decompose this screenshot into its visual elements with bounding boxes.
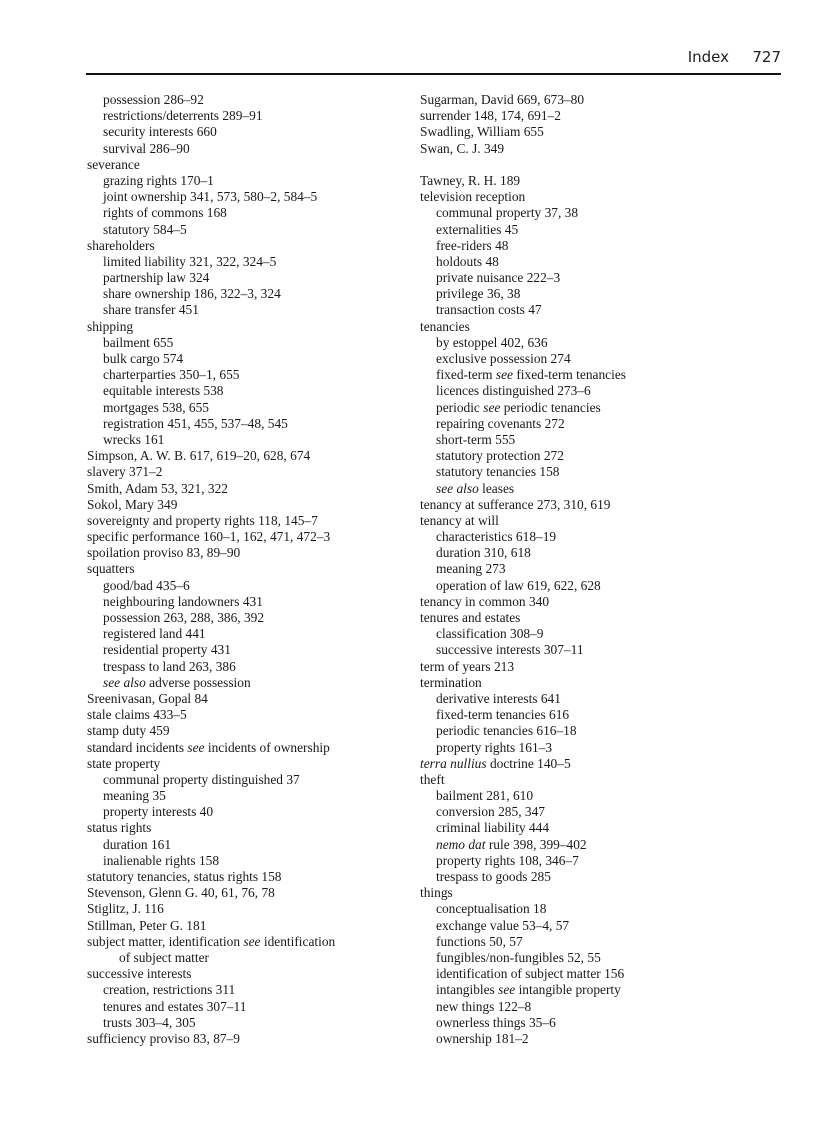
entry-text: of subject matter bbox=[119, 949, 209, 965]
entry-text: short-term 555 bbox=[436, 431, 516, 447]
entry-text: intangibles bbox=[436, 982, 499, 998]
entry-text: good/bad 435–6 bbox=[103, 577, 190, 593]
entry-text: registration 451, 455, 537–48, 545 bbox=[103, 415, 288, 431]
running-header bbox=[86, 48, 781, 68]
entry-text: holdouts 48 bbox=[436, 253, 499, 269]
index-subentry bbox=[87, 173, 407, 189]
entry-text: incidents of ownership bbox=[204, 739, 330, 755]
entry-text: partnership law 324 bbox=[103, 270, 210, 286]
index-subentry bbox=[87, 950, 407, 966]
entry-text: trespass to goods 285 bbox=[436, 869, 551, 884]
entry-text: successive interests bbox=[87, 966, 192, 982]
entry-text: intangible property bbox=[515, 982, 621, 998]
index-subentry bbox=[420, 286, 750, 302]
index-subentry bbox=[87, 788, 407, 804]
index-entry bbox=[87, 740, 407, 756]
index-subentry bbox=[420, 869, 750, 885]
entry-text: things bbox=[420, 885, 453, 901]
index-subentry bbox=[87, 108, 407, 124]
index-subentry bbox=[87, 594, 407, 610]
entry-text: slavery 371–2 bbox=[87, 464, 163, 480]
index-entry bbox=[87, 545, 407, 561]
index-subentry bbox=[420, 707, 750, 723]
index-subentry bbox=[87, 367, 407, 383]
entry-text: operation of law 619, 622, 628 bbox=[436, 577, 601, 593]
index-entry bbox=[420, 594, 750, 610]
entry-text: sufficiency proviso 83, 87–9 bbox=[87, 1030, 240, 1046]
entry-text: tenures and estates bbox=[420, 610, 521, 625]
entry-text: periodic tenancies bbox=[500, 399, 601, 415]
entry-text: charterparties 350–1, 655 bbox=[103, 367, 240, 383]
index-subentry bbox=[420, 642, 750, 658]
index-entry bbox=[87, 497, 407, 513]
index-entry bbox=[87, 756, 407, 772]
index-subentry bbox=[420, 853, 750, 869]
entry-text: successive interests 307–11 bbox=[436, 642, 584, 658]
index-subentry bbox=[420, 561, 750, 577]
index-subentry bbox=[420, 254, 750, 270]
entry-text: rule 398, 399–402 bbox=[485, 836, 587, 852]
entry-text: property rights 161–3 bbox=[436, 739, 553, 755]
entry-text: standard incidents bbox=[87, 739, 188, 755]
index-column-left bbox=[87, 92, 407, 1047]
entry-text: exclusive possession 274 bbox=[436, 351, 571, 366]
index-subentry bbox=[420, 691, 750, 707]
index-subentry bbox=[87, 432, 407, 448]
index-entry bbox=[87, 885, 407, 901]
entry-text: severance bbox=[87, 156, 140, 172]
entry-text: share ownership 186, 322–3, 324 bbox=[103, 286, 281, 302]
index-subentry bbox=[87, 804, 407, 820]
entry-italic: see bbox=[495, 367, 513, 383]
entry-text: communal property 37, 38 bbox=[436, 205, 579, 221]
index-subentry bbox=[87, 189, 407, 205]
index-entry bbox=[87, 1031, 407, 1047]
index-subentry bbox=[87, 642, 407, 658]
index-subentry bbox=[420, 270, 750, 286]
index-entry bbox=[87, 707, 407, 723]
index-subentry bbox=[87, 400, 407, 416]
entry-text: periodic bbox=[436, 399, 484, 415]
page-number: 727 bbox=[752, 48, 781, 66]
entry-text: functions 50, 57 bbox=[436, 933, 523, 949]
entry-text: Swadling, William 655 bbox=[420, 124, 544, 140]
index-subentry bbox=[87, 837, 407, 853]
entry-text: conceptualisation 18 bbox=[436, 901, 547, 917]
index-entry bbox=[87, 513, 407, 529]
entry-text: stamp duty 459 bbox=[87, 723, 170, 739]
index-subentry bbox=[420, 464, 750, 480]
running-title: Index bbox=[687, 48, 729, 66]
entry-text: trespass to land 263, 386 bbox=[103, 658, 236, 674]
entry-text: restrictions/deterrents 289–91 bbox=[103, 108, 263, 124]
entry-text: Stillman, Peter G. 181 bbox=[87, 917, 207, 933]
entry-text: conversion 285, 347 bbox=[436, 804, 545, 820]
entry-text: new things 122–8 bbox=[436, 998, 532, 1014]
index-subentry bbox=[420, 934, 750, 950]
entry-italic: see also bbox=[436, 480, 479, 496]
index-subentry bbox=[420, 626, 750, 642]
entry-text: free-riders 48 bbox=[436, 237, 509, 253]
index-entry bbox=[420, 497, 750, 513]
entry-italic: nemo dat bbox=[436, 836, 486, 852]
index-subentry bbox=[87, 1015, 407, 1031]
entry-text: statutory tenancies 158 bbox=[436, 464, 560, 480]
entry-text: sovereignty and property rights 118, 145–7 bbox=[87, 512, 318, 528]
index-subentry bbox=[87, 222, 407, 238]
index-subentry bbox=[87, 141, 407, 157]
entry-italic: see also bbox=[103, 674, 146, 690]
index-entry bbox=[87, 966, 407, 982]
index-subentry bbox=[420, 335, 750, 351]
entry-text: survival 286–90 bbox=[103, 140, 190, 156]
entry-text: television reception bbox=[420, 189, 526, 205]
index-subentry bbox=[420, 578, 750, 594]
entry-text: criminal liability 444 bbox=[436, 820, 550, 836]
index-entry bbox=[87, 723, 407, 739]
index-subentry bbox=[87, 853, 407, 869]
entry-text: theft bbox=[420, 771, 445, 787]
entry-text: shareholders bbox=[87, 237, 155, 253]
entry-text: identification bbox=[260, 933, 336, 949]
index-subentry bbox=[87, 270, 407, 286]
index-entry bbox=[420, 885, 750, 901]
entry-text: Tawney, R. H. 189 bbox=[420, 172, 521, 188]
index-entry bbox=[87, 561, 407, 577]
entry-text: tenancy in common 340 bbox=[420, 593, 550, 609]
entry-text: termination bbox=[420, 674, 482, 690]
entry-text: repairing covenants 272 bbox=[436, 415, 565, 431]
index-subentry bbox=[420, 788, 750, 804]
entry-text: private nuisance 222–3 bbox=[436, 270, 561, 286]
entry-text: status rights bbox=[87, 820, 152, 836]
index-subentry bbox=[420, 1015, 750, 1031]
index-subentry bbox=[87, 124, 407, 140]
index-entry bbox=[420, 659, 750, 675]
index-subentry bbox=[87, 610, 407, 626]
index-subentry bbox=[87, 286, 407, 302]
index-entry bbox=[87, 157, 407, 173]
index-subentry bbox=[420, 383, 750, 399]
entry-text: tenures and estates 307–11 bbox=[103, 998, 247, 1014]
entry-text: bailment 655 bbox=[103, 334, 174, 350]
entry-text: doctrine 140–5 bbox=[486, 755, 571, 771]
index-subentry bbox=[87, 982, 407, 998]
entry-text: registered land 441 bbox=[103, 626, 206, 642]
index-subentry bbox=[420, 545, 750, 561]
index-entry bbox=[420, 756, 750, 772]
entry-text: transaction costs 47 bbox=[436, 302, 542, 318]
entry-text: share transfer 451 bbox=[103, 302, 199, 318]
entry-text: exchange value 53–4, 57 bbox=[436, 917, 570, 933]
entry-text: Sokol, Mary 349 bbox=[87, 496, 178, 512]
entry-text: fixed-term tenancies bbox=[512, 367, 626, 383]
header-rule bbox=[86, 73, 781, 75]
entry-text: grazing rights 170–1 bbox=[103, 172, 214, 188]
index-subentry bbox=[420, 222, 750, 238]
entry-italic: see bbox=[498, 982, 516, 998]
entry-text: Simpson, A. W. B. 617, 619–20, 628, 674 bbox=[87, 448, 311, 464]
index-subentry bbox=[420, 740, 750, 756]
entry-text: subject matter, identification bbox=[87, 933, 244, 949]
index-subentry bbox=[420, 205, 750, 221]
entry-text: equitable interests 538 bbox=[103, 383, 224, 399]
entry-italic: see bbox=[243, 933, 261, 949]
index-entry bbox=[420, 173, 750, 189]
index-subentry bbox=[420, 351, 750, 367]
entry-text: mortgages 538, 655 bbox=[103, 399, 209, 415]
index-entry bbox=[87, 481, 407, 497]
index-entry bbox=[420, 124, 750, 140]
index-subentry bbox=[87, 302, 407, 318]
index-subentry bbox=[87, 205, 407, 221]
entry-text: characteristics 618–19 bbox=[436, 529, 557, 545]
entry-text: ownerless things 35–6 bbox=[436, 1014, 556, 1030]
index-subentry bbox=[420, 918, 750, 934]
index-subentry bbox=[87, 383, 407, 399]
entry-text: tenancy at will bbox=[420, 512, 499, 528]
entry-text: duration 161 bbox=[103, 836, 172, 852]
index-subentry bbox=[87, 675, 407, 691]
entry-text: derivative interests 641 bbox=[436, 690, 561, 706]
entry-text: Swan, C. J. 349 bbox=[420, 140, 505, 156]
index-subentry bbox=[420, 982, 750, 998]
entry-text: wrecks 161 bbox=[103, 431, 165, 447]
entry-text: bulk cargo 574 bbox=[103, 351, 184, 366]
index-subentry bbox=[87, 659, 407, 675]
entry-text: fixed-term tenancies 616 bbox=[436, 707, 570, 723]
entry-text: fungibles/non-fungibles 52, 55 bbox=[436, 949, 601, 965]
index-subentry bbox=[420, 901, 750, 917]
entry-text: Stevenson, Glenn G. 40, 61, 76, 78 bbox=[87, 885, 275, 901]
entry-text: security interests 660 bbox=[103, 124, 217, 140]
index-entry bbox=[87, 820, 407, 836]
entry-text: classification 308–9 bbox=[436, 626, 544, 642]
index-entry bbox=[87, 901, 407, 917]
entry-text: meaning 35 bbox=[103, 788, 166, 804]
index-subentry bbox=[420, 966, 750, 982]
entry-text: licences distinguished 273–6 bbox=[436, 383, 591, 399]
index-subentry bbox=[420, 804, 750, 820]
index-subentry bbox=[420, 820, 750, 836]
entry-text: periodic tenancies 616–18 bbox=[436, 723, 577, 739]
entry-text: externalities 45 bbox=[436, 221, 519, 237]
index-entry bbox=[87, 869, 407, 885]
entry-text: creation, restrictions 311 bbox=[103, 982, 236, 998]
entry-text: Smith, Adam 53, 321, 322 bbox=[87, 480, 228, 496]
index-subentry bbox=[87, 626, 407, 642]
entry-italic: see bbox=[483, 399, 501, 415]
index-entry bbox=[420, 610, 750, 626]
entry-text: leases bbox=[478, 480, 515, 496]
index-subentry bbox=[420, 448, 750, 464]
index-entry bbox=[87, 529, 407, 545]
index-subentry bbox=[420, 367, 750, 383]
index-subentry bbox=[420, 723, 750, 739]
entry-italic: see bbox=[187, 739, 205, 755]
index-entry bbox=[87, 464, 407, 480]
entry-text: Sugarman, David 669, 673–80 bbox=[420, 92, 585, 107]
index-subentry bbox=[420, 238, 750, 254]
entry-text: specific performance 160–1, 162, 471, 472–3 bbox=[87, 529, 331, 545]
entry-text: state property bbox=[87, 755, 161, 771]
entry-text: ownership 181–2 bbox=[436, 1030, 529, 1046]
index-subentry bbox=[87, 92, 407, 108]
index-entry bbox=[420, 92, 750, 108]
index-entry bbox=[87, 918, 407, 934]
entry-text: limited liability 321, 322, 324–5 bbox=[103, 253, 277, 269]
entry-text: bailment 281, 610 bbox=[436, 788, 534, 804]
entry-text: shipping bbox=[87, 318, 134, 334]
index-subentry bbox=[420, 529, 750, 545]
entry-text: adverse possession bbox=[145, 674, 251, 690]
entry-text: statutory tenancies, status rights 158 bbox=[87, 869, 282, 884]
entry-text: statutory protection 272 bbox=[436, 448, 564, 464]
index-entry bbox=[420, 141, 750, 157]
index-entry bbox=[420, 108, 750, 124]
entry-text: property rights 108, 346–7 bbox=[436, 852, 579, 868]
entry-text: spoilation proviso 83, 89–90 bbox=[87, 545, 241, 561]
entry-text: Stiglitz, J. 116 bbox=[87, 901, 164, 917]
index-subentry bbox=[420, 416, 750, 432]
index-subentry bbox=[87, 254, 407, 270]
index-entry bbox=[87, 934, 407, 950]
entry-text: tenancy at sufferance 273, 310, 619 bbox=[420, 496, 611, 512]
entry-text: squatters bbox=[87, 561, 135, 577]
index-entry bbox=[420, 675, 750, 691]
index-subentry bbox=[87, 578, 407, 594]
index-subentry bbox=[420, 400, 750, 416]
index-entry bbox=[87, 238, 407, 254]
index-subentry bbox=[420, 302, 750, 318]
entry-text: neighbouring landowners 431 bbox=[103, 593, 263, 609]
entry-text: trusts 303–4, 305 bbox=[103, 1014, 196, 1030]
index-subentry bbox=[420, 432, 750, 448]
entry-text: property interests 40 bbox=[103, 804, 214, 820]
entry-text: meaning 273 bbox=[436, 561, 506, 577]
index-entry bbox=[420, 319, 750, 335]
index-entry bbox=[420, 513, 750, 529]
entry-text: inalienable rights 158 bbox=[103, 852, 220, 868]
entry-text: possession 263, 288, 386, 392 bbox=[103, 610, 265, 625]
index-subentry bbox=[420, 481, 750, 497]
index-entry bbox=[87, 448, 407, 464]
entry-text: communal property distinguished 37 bbox=[103, 771, 300, 787]
entry-text: identification of subject matter 156 bbox=[436, 966, 625, 982]
entry-text: surrender 148, 174, 691–2 bbox=[420, 108, 561, 124]
index-entry bbox=[87, 319, 407, 335]
index-entry bbox=[87, 691, 407, 707]
index-subentry bbox=[420, 1031, 750, 1047]
index-subentry bbox=[420, 950, 750, 966]
entry-text: stale claims 433–5 bbox=[87, 707, 187, 723]
entry-text: term of years 213 bbox=[420, 658, 515, 674]
index-column-right bbox=[420, 92, 750, 1047]
entry-text: joint ownership 341, 573, 580–2, 584–5 bbox=[103, 189, 318, 205]
index-subentry bbox=[420, 837, 750, 853]
entry-text: statutory 584–5 bbox=[103, 221, 187, 237]
entry-text: residential property 431 bbox=[103, 642, 231, 658]
entry-text: Sreenivasan, Gopal 84 bbox=[87, 690, 208, 706]
index-subentry bbox=[87, 351, 407, 367]
index-subentry bbox=[87, 416, 407, 432]
index-subentry bbox=[87, 335, 407, 351]
index-entry bbox=[420, 189, 750, 205]
entry-text: by estoppel 402, 636 bbox=[436, 334, 548, 350]
index-subentry bbox=[87, 999, 407, 1015]
index-spacer bbox=[420, 157, 750, 173]
entry-text: duration 310, 618 bbox=[436, 545, 531, 561]
index-entry bbox=[420, 772, 750, 788]
entry-text: rights of commons 168 bbox=[103, 205, 227, 221]
entry-text: possession 286–92 bbox=[103, 92, 204, 107]
index-subentry bbox=[87, 772, 407, 788]
entry-text: privilege 36, 38 bbox=[436, 286, 521, 302]
entry-italic: terra nullius bbox=[420, 755, 487, 771]
entry-text: tenancies bbox=[420, 318, 470, 334]
index-subentry bbox=[420, 999, 750, 1015]
entry-text: fixed-term bbox=[436, 367, 496, 383]
